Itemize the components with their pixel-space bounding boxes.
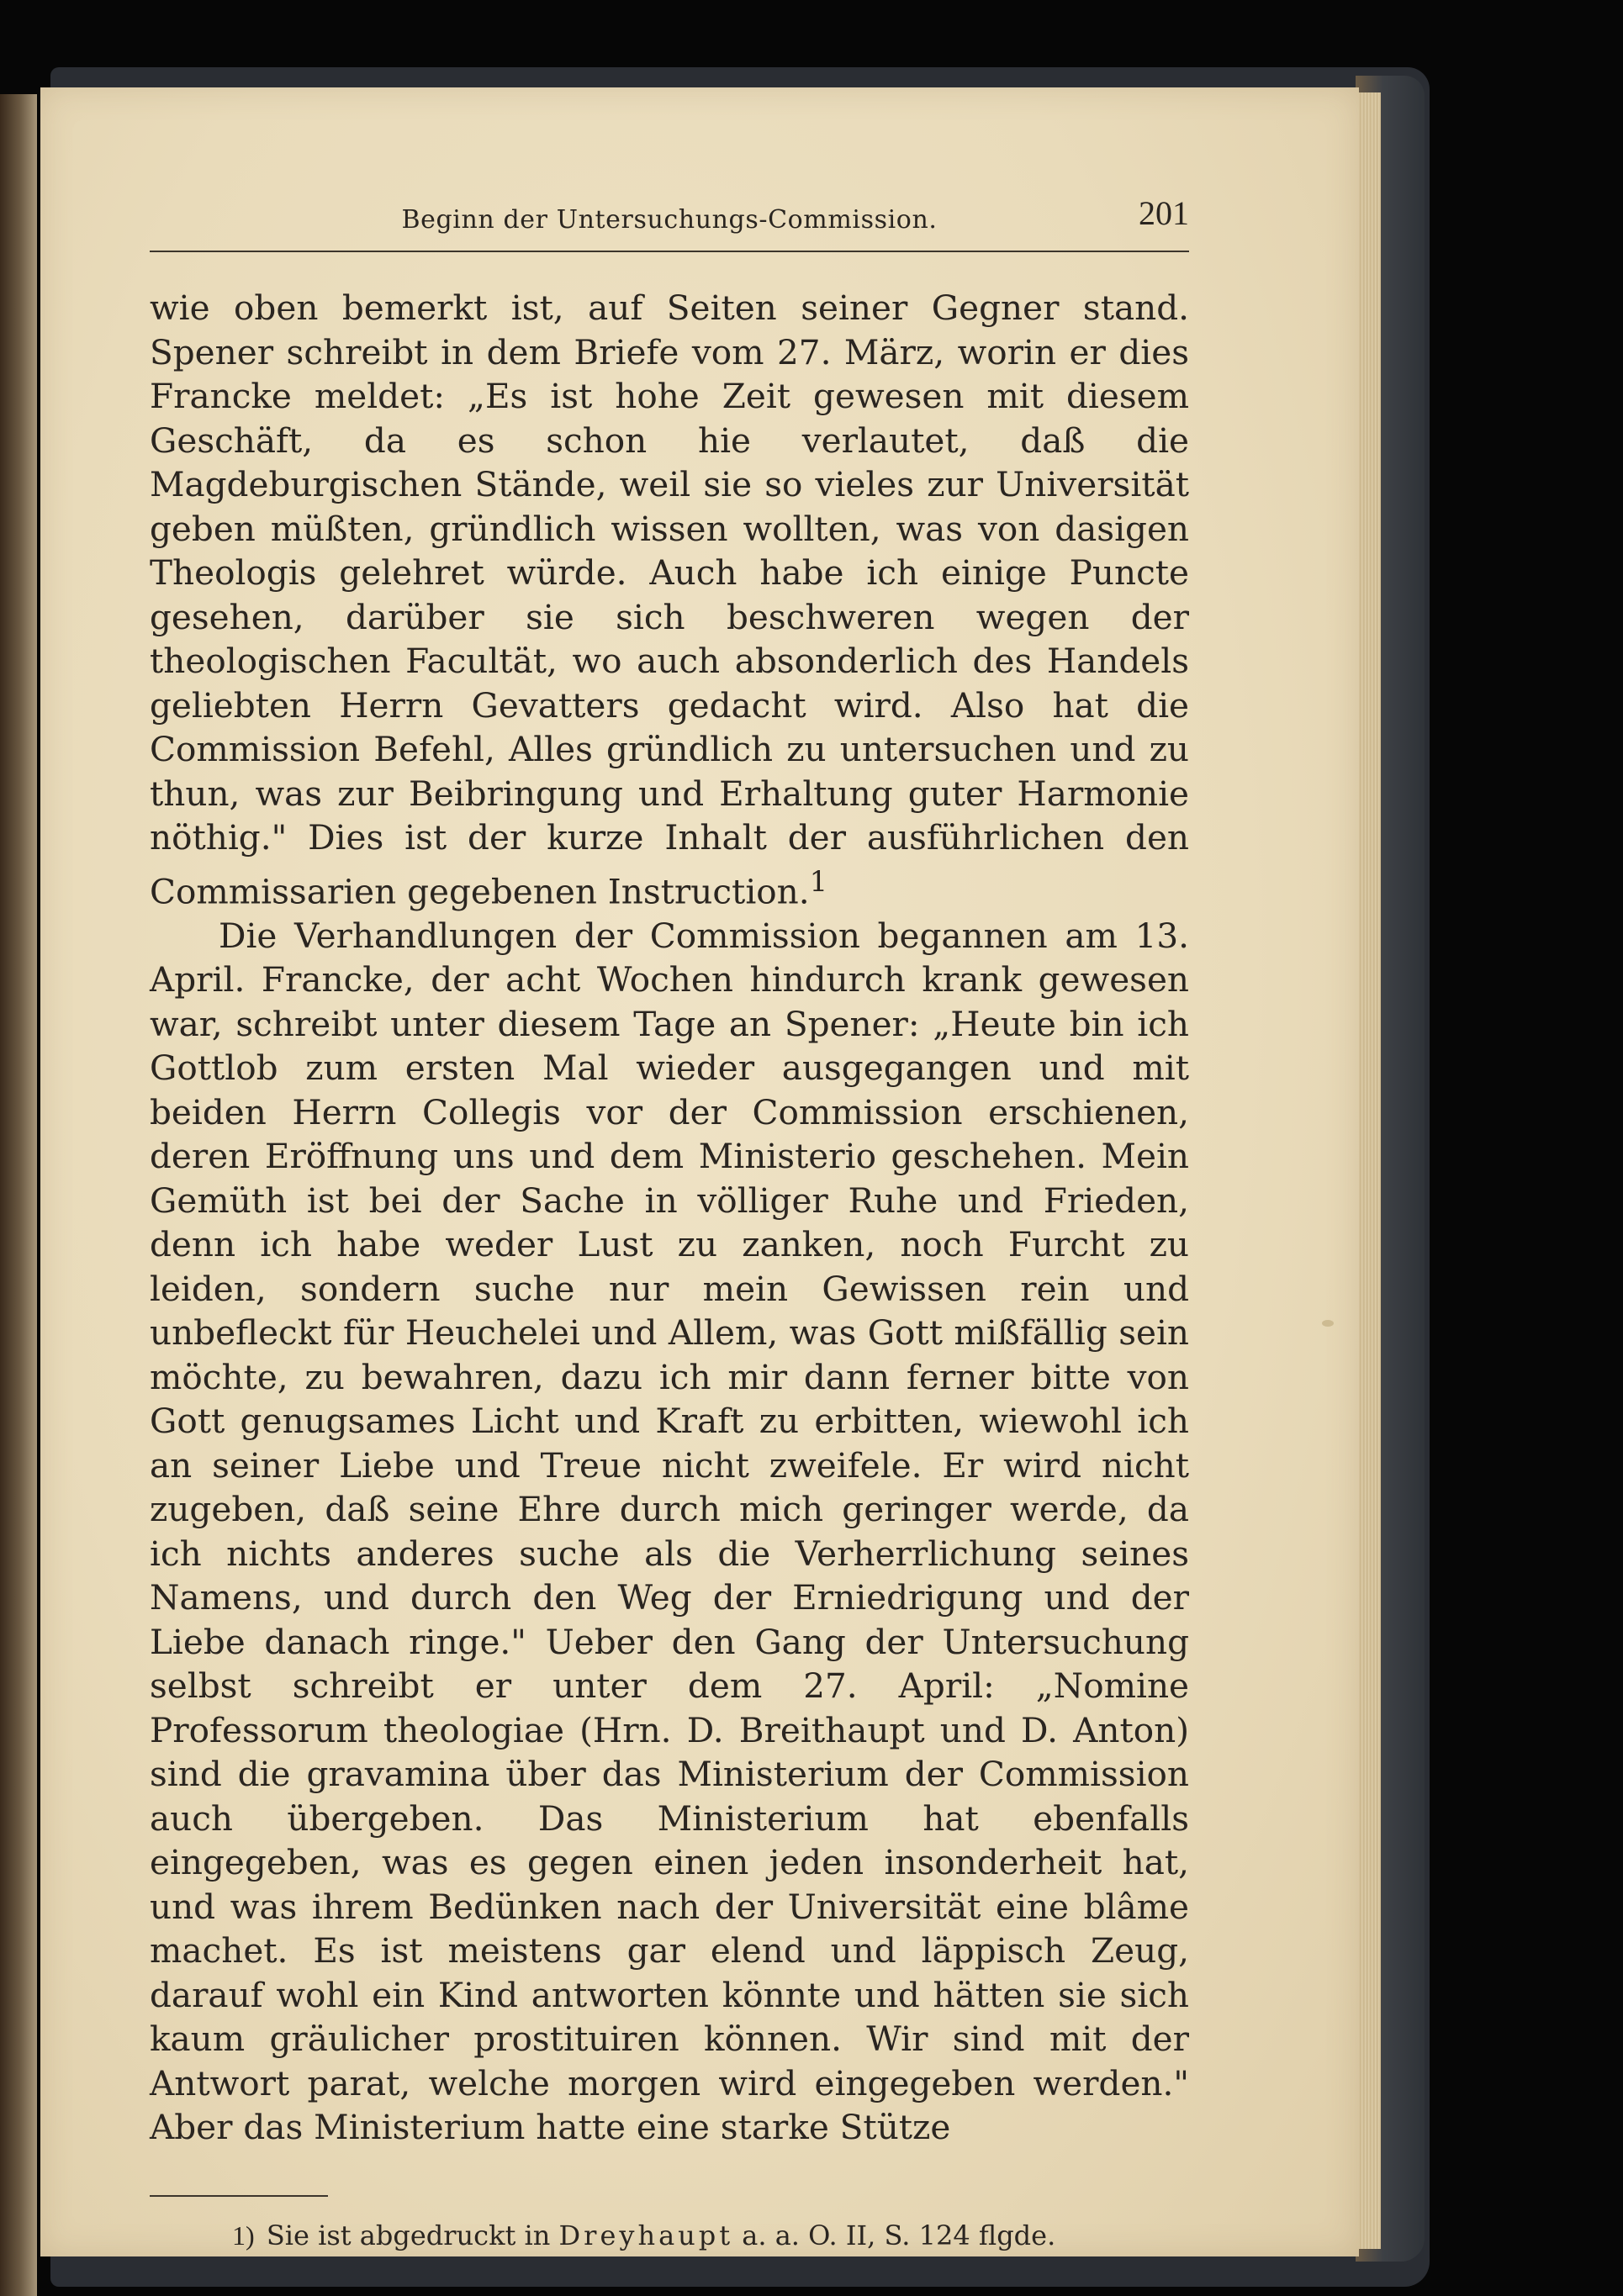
paragraph-2: Die Verhandlungen der Commission begannen am 13. April. Francke, der acht Wochen hindurch krank gewesen war, schreibt unter diesem Tage an Spener: „Heute bin ich Gottlob zum ersten Mal wieder ausgegangen und mit beiden Herrn Collegis vor der Commission erschienen, deren Eröffnung uns und dem Ministerio geschehen. Mein Gemüth ist bei der Sache in völliger Ruhe und Frieden, denn ich habe weder Lust zu zanken, noch Furcht zu leiden, sondern suche nur mein Gewissen rein und unbefleckt für Heuchelei und Allem, was Gott mißfällig sein möchte, zu bewahren, dazu ich mir dann ferner bitte von Gott genugsames Licht und Kraft zu erbitten, wiewohl ich an seiner Liebe und Treue nicht zweifele. Er wird nicht zugeben, daß seine Ehre durch mich geringer werde, da ich nichts anderes suche als die Verherrlichung seines Namens, und durch den Weg der Erniedrigung und der Liebe danach ringe." Ueber den Gang der Untersuchung selbst schreibt er unter dem 27. April: „Nomine Professorum theologiae (Hrn. D. Breithaupt und D. Anton) sind die gravamina über das Ministerium der Commission auch übergeben. Das Ministerium hat ebenfalls eingegeben, was es gegen einen jeden insonderheit hat, und was ihrem Bedünken nach der Universität eine blâme machet. Es ist meistens gar elend und läppisch Zeug, darauf wohl ein Kind antworten könnte und hätten sie sich kaum gräulicher prostituiren können. Wir sind mit der Antwort parat, welche morgen wird eingegeben werden." Aber das Ministerium hatte eine starke Stütze — [150, 915, 1189, 2147]
page-content — [150, 192, 1189, 2252]
body-text — [150, 286, 1189, 2150]
page-number: 201 — [1139, 194, 1189, 232]
footnote-author: Dreyhaupt — [558, 2219, 734, 2251]
header-rule — [150, 251, 1189, 252]
footnote-marker: 1) — [232, 2219, 255, 2251]
left-page-edge — [0, 94, 37, 2296]
footnote-rule — [150, 2195, 328, 2197]
paper-speck — [1322, 1320, 1334, 1327]
footnote-reference: 1 — [809, 864, 828, 898]
running-head — [150, 192, 1189, 244]
footnote-text-before: Sie ist abgedruckt in — [266, 2219, 551, 2251]
page-edges — [1356, 92, 1381, 2249]
paragraph-1 — [150, 286, 1189, 914]
footnote — [150, 2219, 1189, 2252]
running-title: Beginn der Untersuchungs-Commission. — [401, 205, 938, 235]
paragraph-1-text: wie oben bemerkt ist, auf Seiten seiner Gegner stand. Spener schreibt in dem Briefe vom 27. März, worin er dies Francke meldet: „Es ist hohe Zeit gewesen mit diesem Geschäft, da es schon hie verlautet, daß die Magdeburgischen Stände, weil sie so vieles zur Universität geben müßten, gründlich wissen wollten, was von dasigen Theologis gelehret würde. Auch habe ich einige Puncte gesehen, darüber sie sich beschweren wegen der theologischen Facultät, wo auch absonderlich des Handels geliebten Herrn Gevatters gedacht wird. Also hat die Commission Befehl, Alles gründlich zu untersuchen und zu thun, was zur Beibringung und Erhaltung guter Harmonie nöthig." Dies ist der kurze Inhalt der ausführlichen den Commissarien gegebenen Instruction. — [150, 288, 1189, 911]
footnote-text-after: a. a. O. II, S. 124 flgde. — [742, 2219, 1056, 2251]
